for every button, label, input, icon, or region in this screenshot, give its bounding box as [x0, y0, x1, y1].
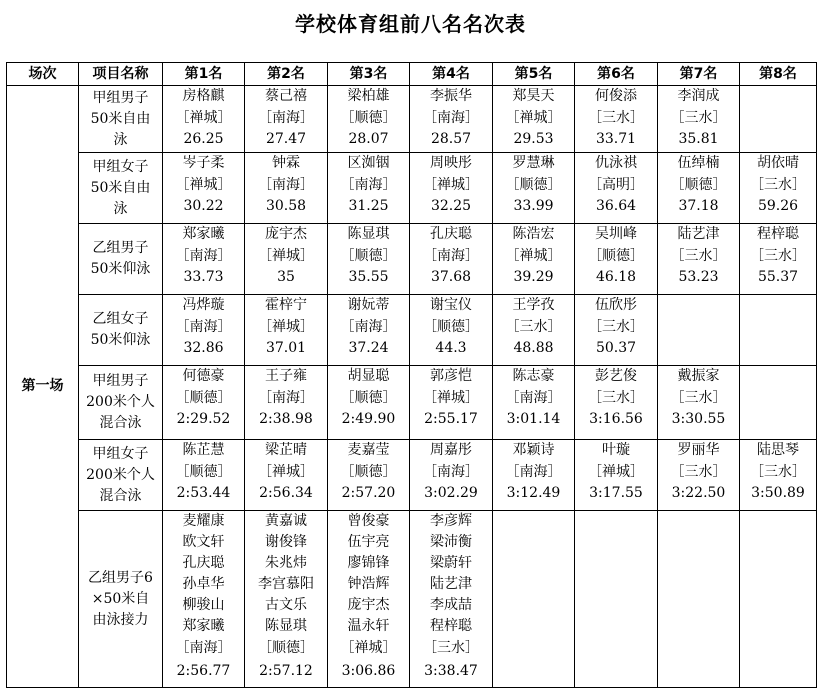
team-name: ［禅城］: [423, 176, 479, 193]
team-name: ［顺德］: [670, 176, 727, 193]
relay-member-name: 朱兆炜: [265, 555, 307, 571]
relay-member-name: 梁蔚轩: [430, 555, 472, 571]
result-value: 59.26: [757, 198, 799, 214]
place-cell-2: [245, 511, 328, 688]
place-cell-8: [740, 295, 817, 366]
event-name-cell: [79, 511, 163, 688]
athlete-name: 李振华: [430, 88, 472, 104]
team-name: ［三水］: [588, 389, 644, 406]
place-cell-2: [245, 153, 328, 224]
team-name: ［顺德］: [340, 109, 397, 126]
place-cell-4: [410, 153, 493, 224]
event-name-line: 50米仰泳: [90, 261, 151, 277]
place-cell-1: [163, 295, 245, 366]
result-value: 33.71: [595, 131, 637, 147]
relay-member-name: 黄嘉诚: [265, 513, 307, 529]
team-name: ［南海］: [175, 247, 232, 264]
place-cell-1: [163, 86, 245, 153]
athlete-name: 伍绰楠: [677, 155, 720, 171]
athlete-name: 房格麒: [182, 88, 225, 104]
relay-member-name: 梁沛衡: [430, 534, 472, 550]
header-place-5: 第5名: [493, 63, 575, 86]
header-place-1: 第1名: [163, 63, 245, 86]
team-name: ［三水］: [750, 247, 806, 264]
athlete-name: 何德豪: [182, 368, 225, 384]
result-value: 3:30.55: [671, 411, 726, 427]
place-cell-5: [493, 295, 575, 366]
result-value: 46.18: [595, 269, 637, 285]
result-value: 2:53.44: [176, 485, 231, 501]
athlete-name: 彭艺俊: [595, 368, 637, 384]
place-cell-2: [245, 440, 328, 511]
athlete-name: 王学孜: [512, 297, 555, 313]
team-name: ［三水］: [750, 176, 806, 193]
athlete-name: 王子雍: [265, 368, 307, 384]
result-value: 2:55.17: [424, 411, 478, 427]
result-value: 35.81: [678, 131, 719, 147]
team-name: ［顺德］: [340, 389, 397, 406]
place-cell-7: [658, 440, 740, 511]
team-name: ［三水］: [505, 318, 562, 335]
event-row: [7, 153, 817, 224]
athlete-name: 谢妧蒂: [347, 297, 390, 313]
relay-member-name: 庞宇杰: [347, 597, 390, 613]
place-cell-5: [493, 366, 575, 440]
result-value: 37.18: [678, 198, 719, 214]
team-name: ［顺德］: [505, 176, 562, 193]
event-row: [7, 224, 817, 295]
athlete-name: 陈芷慧: [182, 442, 225, 458]
athlete-name: 冯烨璇: [182, 297, 225, 313]
result-value: 3:17.55: [589, 485, 643, 501]
event-name-cell: [79, 440, 163, 511]
header-place-7: 第7名: [658, 63, 740, 86]
team-name: ［南海］: [505, 389, 562, 406]
athlete-name: 仇泳祺: [595, 155, 637, 171]
athlete-name: 郑昊天: [512, 88, 555, 104]
team-name: ［南海］: [423, 109, 479, 126]
header-row: [7, 63, 817, 86]
header-place-4: 第4名: [410, 63, 493, 86]
place-cell-6: [575, 440, 658, 511]
event-name-line: 200米个人: [86, 394, 155, 410]
result-value: 2:57.20: [341, 485, 396, 501]
place-cell-3: [328, 295, 410, 366]
team-name: ［三水］: [670, 109, 727, 126]
event-name-line: 甲组男子: [92, 89, 149, 106]
place-cell-6: [575, 511, 658, 688]
athlete-name: 谢宝仪: [430, 297, 472, 313]
relay-member-name: 古文乐: [265, 597, 307, 613]
team-name: ［南海］: [258, 176, 314, 193]
place-cell-4: [410, 366, 493, 440]
event-name-cell: [79, 224, 163, 295]
place-cell-1: [163, 511, 245, 688]
event-row: [7, 366, 817, 440]
event-name-line: 甲组男子: [92, 373, 149, 389]
result-value: 2:57.12: [259, 663, 313, 679]
team-name: ［南海］: [340, 176, 397, 193]
result-value: 3:06.86: [341, 663, 396, 679]
result-value: 37.01: [265, 340, 307, 356]
result-value: 3:22.50: [671, 485, 726, 501]
team-name: ［禅城］: [588, 463, 644, 480]
relay-member-name: 钟浩辉: [347, 576, 390, 592]
athlete-name: 梁柏雄: [347, 88, 390, 104]
team-name: ［南海］: [258, 389, 314, 406]
result-value: 3:12.49: [506, 485, 561, 501]
place-cell-4: [410, 86, 493, 153]
athlete-name: 麦嘉莹: [347, 442, 390, 458]
event-name-line: 泳: [113, 200, 128, 217]
relay-member-name: 温永轩: [347, 618, 390, 634]
relay-member-name: 伍宇亮: [347, 534, 390, 550]
place-cell-7: [658, 295, 740, 366]
result-value: 35.55: [348, 269, 389, 285]
athlete-name: 伍欣彤: [595, 297, 637, 313]
event-name-line: 乙组男子: [92, 240, 149, 256]
athlete-name: 何俊添: [595, 88, 637, 104]
relay-member-name: 柳骏山: [182, 597, 225, 613]
result-value: 2:56.34: [259, 485, 313, 501]
place-cell-1: [163, 224, 245, 295]
results-body: [7, 86, 817, 688]
team-name: ［三水］: [750, 463, 806, 480]
athlete-name: 郭彦恺: [430, 368, 472, 384]
team-name: ［南海］: [175, 318, 232, 335]
result-value: 28.57: [430, 131, 472, 147]
result-value: 27.47: [265, 131, 307, 147]
result-value: 32.25: [430, 198, 472, 214]
place-cell-3: [328, 153, 410, 224]
header-event: 项目名称: [79, 63, 163, 86]
relay-member-name: 李宫慕阳: [258, 576, 314, 592]
relay-member-name: 程梓聪: [430, 618, 472, 634]
relay-member-name: 欧文轩: [182, 534, 225, 550]
team-name: ［顺德］: [423, 318, 479, 335]
place-cell-4: [410, 295, 493, 366]
results-table: [6, 62, 817, 688]
result-value: 3:01.14: [506, 411, 561, 427]
place-cell-6: [575, 366, 658, 440]
result-value: 32.86: [183, 340, 224, 356]
result-value: 39.29: [513, 269, 554, 285]
team-name: ［三水］: [588, 109, 644, 126]
result-value: 37.24: [348, 340, 389, 356]
place-cell-8: [740, 366, 817, 440]
place-cell-8: [740, 511, 817, 688]
team-name: ［禅城］: [505, 109, 562, 126]
team-name: ［高明］: [588, 176, 644, 193]
result-value: 2:49.90: [341, 411, 396, 427]
place-cell-5: [493, 153, 575, 224]
event-name-line: 甲组女子: [92, 445, 149, 462]
athlete-name: 梁芷晴: [265, 442, 307, 458]
team-name: ［三水］: [670, 463, 727, 480]
page-title: 学校体育组前八名名次表: [295, 12, 526, 36]
place-cell-2: [245, 366, 328, 440]
place-cell-3: [328, 366, 410, 440]
event-name-line: 50米仰泳: [90, 332, 151, 348]
place-cell-3: [328, 440, 410, 511]
team-name: ［顺德］: [340, 463, 397, 480]
athlete-name: 陈浩宏: [512, 226, 555, 242]
team-name: ［三水］: [670, 389, 727, 406]
team-name: ［禅城］: [258, 463, 314, 480]
result-value: 2:38.98: [259, 411, 313, 427]
event-row: [7, 440, 817, 511]
event-name-line: 混合泳: [99, 415, 142, 431]
header-place-3: 第3名: [328, 63, 410, 86]
event-name-line: 乙组女子: [92, 311, 149, 327]
place-cell-7: [658, 366, 740, 440]
place-cell-3: [328, 511, 410, 688]
result-value: 31.25: [348, 198, 389, 214]
place-cell-7: [658, 224, 740, 295]
event-name-cell: [79, 86, 163, 153]
event-name-line: ×50米自: [91, 590, 150, 607]
athlete-name: 罗慧琳: [512, 155, 555, 171]
event-name-line: 200米个人: [86, 466, 155, 483]
team-name: ［顺德］: [258, 640, 314, 656]
relay-member-name: 郑家曦: [182, 618, 225, 634]
place-cell-7: [658, 511, 740, 688]
result-value: 33.99: [513, 198, 554, 214]
event-row: [7, 295, 817, 366]
athlete-name: 程梓聪: [757, 226, 799, 242]
team-name: ［南海］: [340, 318, 397, 335]
relay-row: [7, 511, 817, 688]
athlete-name: 周映彤: [430, 155, 472, 171]
team-name: ［南海］: [423, 247, 479, 264]
header-place-8: 第8名: [740, 63, 817, 86]
athlete-name: 陈显琪: [347, 226, 390, 242]
athlete-name: 陆思琴: [757, 442, 799, 458]
place-cell-5: [493, 440, 575, 511]
header-place-2: 第2名: [245, 63, 328, 86]
event-name-line: 50米自由: [90, 179, 151, 196]
result-value: 30.22: [183, 198, 224, 214]
team-name: ［禅城］: [175, 176, 232, 193]
team-name: ［顺德］: [175, 389, 232, 406]
team-name: ［南海］: [423, 463, 479, 480]
team-name: ［三水］: [423, 640, 479, 656]
result-value: 3:38.47: [424, 663, 478, 679]
result-value: 44.3: [435, 340, 467, 356]
athlete-name: 陈志豪: [512, 368, 555, 384]
result-value: 36.64: [595, 198, 637, 214]
event-name-cell: [79, 153, 163, 224]
place-cell-8: [740, 86, 817, 153]
place-cell-5: [493, 224, 575, 295]
relay-member-name: 李彦辉: [430, 513, 472, 529]
place-cell-5: [493, 511, 575, 688]
event-row: [7, 86, 817, 153]
athlete-name: 庞宇杰: [265, 226, 307, 242]
team-name: ［三水］: [588, 318, 644, 335]
team-name: ［三水］: [670, 247, 727, 264]
event-name-cell: [79, 295, 163, 366]
place-cell-2: [245, 295, 328, 366]
place-cell-6: [575, 295, 658, 366]
athlete-name: 叶璇: [602, 442, 630, 458]
relay-member-name: 李成喆: [430, 597, 472, 613]
team-name: ［禅城］: [340, 640, 397, 656]
athlete-name: 陆艺津: [677, 226, 720, 242]
athlete-name: 蔡己禧: [265, 88, 307, 104]
result-value: 37.68: [430, 269, 472, 285]
relay-member-name: 陆艺津: [430, 576, 472, 592]
result-value: 53.23: [678, 269, 719, 285]
athlete-name: 岑子柔: [182, 155, 225, 171]
relay-member-name: 孙卓华: [182, 576, 225, 592]
athlete-name: 胡依晴: [757, 155, 799, 171]
place-cell-1: [163, 440, 245, 511]
result-value: 3:02.29: [424, 485, 478, 501]
team-name: ［顺德］: [175, 463, 232, 480]
relay-member-name: 廖锦锋: [347, 555, 390, 571]
athlete-name: 戴振家: [677, 368, 720, 384]
place-cell-6: [575, 153, 658, 224]
athlete-name: 周嘉彤: [430, 442, 472, 458]
athlete-name: 李润成: [677, 88, 720, 104]
result-value: 35: [277, 269, 295, 285]
place-cell-7: [658, 86, 740, 153]
event-name-line: 泳: [113, 131, 128, 148]
result-value: 2:56.77: [176, 663, 231, 679]
relay-member-name: 陈显琪: [265, 618, 307, 634]
athlete-name: 郑家曦: [182, 226, 225, 242]
relay-member-name: 曾俊豪: [347, 513, 390, 529]
relay-member-name: 麦耀康: [182, 513, 225, 529]
athlete-name: 孔庆聪: [430, 226, 472, 242]
result-value: 30.58: [265, 198, 307, 214]
session-cell: 第一场: [7, 86, 79, 688]
result-value: 55.37: [757, 269, 799, 285]
result-value: 2:29.52: [176, 411, 231, 427]
event-name-line: 混合泳: [99, 487, 142, 504]
place-cell-3: [328, 224, 410, 295]
result-value: 29.53: [513, 131, 554, 147]
header-session: 场次: [7, 63, 79, 86]
team-name: ［南海］: [505, 463, 562, 480]
place-cell-4: [410, 440, 493, 511]
event-name-line: 50米自由: [90, 110, 151, 127]
result-value: 28.07: [348, 131, 389, 147]
place-cell-1: [163, 153, 245, 224]
team-name: ［禅城］: [505, 247, 562, 264]
result-value: 26.25: [183, 131, 224, 147]
result-value: 3:16.56: [589, 411, 643, 427]
place-cell-2: [245, 224, 328, 295]
result-value: 33.73: [183, 269, 224, 285]
place-cell-8: [740, 153, 817, 224]
place-cell-5: [493, 86, 575, 153]
team-name: ［顺德］: [588, 247, 644, 264]
team-name: ［禅城］: [423, 389, 479, 406]
event-name-line: 甲组女子: [92, 158, 149, 175]
place-cell-4: [410, 224, 493, 295]
team-name: ［禅城］: [175, 109, 232, 126]
place-cell-8: [740, 440, 817, 511]
athlete-name: 邓颖诗: [512, 442, 555, 458]
athlete-name: 钟霖: [272, 155, 300, 171]
relay-member-name: 谢俊锋: [265, 534, 307, 550]
place-cell-7: [658, 153, 740, 224]
team-name: ［禅城］: [258, 318, 314, 335]
athlete-name: 区洳铟: [347, 155, 390, 171]
event-name-cell: [79, 366, 163, 440]
relay-member-name: 孔庆聪: [182, 555, 225, 571]
team-name: ［南海］: [258, 109, 314, 126]
event-name-line: 由泳接力: [92, 611, 149, 628]
team-name: ［南海］: [175, 640, 232, 656]
athlete-name: 吴圳峰: [595, 226, 637, 242]
place-cell-4: [410, 511, 493, 688]
place-cell-6: [575, 224, 658, 295]
place-cell-6: [575, 86, 658, 153]
athlete-name: 罗丽华: [677, 442, 720, 458]
athlete-name: 霍梓宁: [265, 297, 307, 313]
place-cell-2: [245, 86, 328, 153]
event-name-line: 乙组男子6: [88, 569, 153, 586]
result-value: 50.37: [595, 340, 637, 356]
result-value: 48.88: [513, 340, 554, 356]
place-cell-3: [328, 86, 410, 153]
header-place-6: 第6名: [575, 63, 658, 86]
team-name: ［顺德］: [340, 247, 397, 264]
place-cell-8: [740, 224, 817, 295]
place-cell-1: [163, 366, 245, 440]
result-value: 3:50.89: [751, 485, 805, 501]
athlete-name: 胡显聪: [347, 368, 390, 384]
team-name: ［禅城］: [258, 247, 314, 264]
